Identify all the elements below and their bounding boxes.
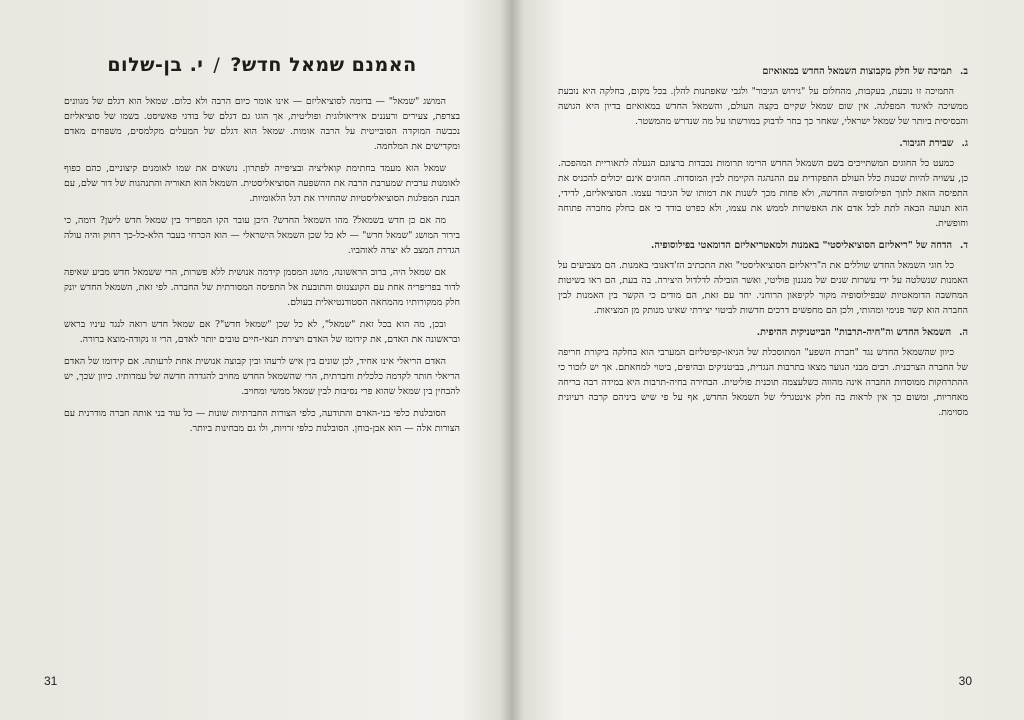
page-number-left: 31 [44, 674, 58, 688]
left-paragraph-2: שמאל הוא מעמד בחתימת קואליציה ובציפייה לפתרון. נושאים את שמו לאומנים קיצוניים, כהם כפוף לאומנות ערבית שמערבת הרבה את ההשפעה הסוציאליסטית. השמאל הוא תאוריה והתנהגות של דור שלם, עם הבנת המפלגות הסוציאליסטיות שהחזירו את דגל הלאומיות. [64, 163, 460, 204]
title-main: האמנם שמאל חדש? [230, 54, 417, 76]
section-g-heading [558, 136, 968, 151]
section-h-title: השמאל החדש וה"חיה-תרבות" הבייטניקית ההיפית. [756, 327, 952, 338]
right-page [518, 0, 1024, 720]
left-page [0, 0, 506, 720]
section-d-heading [558, 238, 968, 253]
section-d-text: כל חוגי השמאל החדש שוללים את ה"ריאליזם הסוציאליסטי" ואת התכתיב הז'דאנובי באמנות. הם מצביעים על האמנות שנשלטה על ידי עשרות שנים של מנגנון פוליטי, ואשר הובילה לדלדול היצירה. בה בעת, הם ראו בשיטות המחשבה הדומאטיות שבפילוסופיה מקור לקיפאון הרוחני. יחד עם זאת, הם מודים כי הקשר בין האמנות לבין החברה הוא קשר פנימי ומהותי, ולכן הם מחפשים דרכים חדשות לביטוי יצירתי שאינו מנותק מן המציאות. [558, 260, 968, 316]
left-paragraph-5: ובכן, מה הוא בכל זאת "שמאל", לא כל שכן "שמאל חדש"? אם שמאל חדש רואה לנגד עיניו בראש ובראשונה את האדם, את קידומו של האדם ויצירת תנאי-חיים טובים יותר לאדם, הרי זו נקודה-מוצא ברורה. [64, 319, 460, 345]
section-b-letter: ב. [960, 66, 968, 77]
section-g-title: שבירת הגיבור. [899, 138, 954, 149]
left-paragraph-4: אם שמאל היה, ברוב הראשונה, מושג המסמן קידמה אנושית ללא פשרות, הרי ששמאל חדש מביע שאיפה לדור בפריפריה אחת עם הקונצנזוס והתובעת אל התפיסה המסורתית של החברה. לפי זאת, השמאל החדש יונק חלק ממקורותיו מהמחאה הסטודנטיאלית בעולם. [64, 267, 460, 308]
page-number-right: 30 [958, 674, 972, 688]
article-title [64, 54, 460, 76]
section-d-title: הדחה של "ריאליזם הסוציאליסטי" באמנות ולמאטריאליזם הדומאטי בפילוסופיה. [651, 240, 953, 251]
section-h-heading [558, 325, 968, 340]
left-paragraph-1: המושג "שמאל" — בדומה לסוציאליזם — אינו אומר כיום הרבה ולא כלום. שמאל הוא דגלם של מגוונים בצרפת, צעירים ורעננים אידיאולוגית ופוליטית, אך הוגו גם דגלם של בודגי פאשיסט. בשמו של סוציאליזם נכבשה המוקדה הסובייטית על הרבה אומות. שמאל הוא דגלם של המעלים מקלמסים, משפחים מאדם ומקדישים את המלחמה. [64, 96, 460, 152]
left-paragraph-7: הסובלנות כלפי בני-האדם והתודעה, כלפי הצורות החברתיות שונות — כל עוד בני אותה חברה מודרנית עם הצורות אלה — הוא אבן-בוחן. הסובלנות כלפי זרויות, ולו גם מבחינות ביותר. [64, 408, 460, 434]
section-b-text: התמיכה זו נובעת, בעקבות, מהחלום על "גירוש הגיבור" ולגבי שאפתנות להלן. בכל מקום, בחלקה היא נובעת ממשיכה לאיגוד המפלגה. אין שום שמאל שקיים בקצה העולם, והשמאל החדש במאואיזם בדיון היא הגושה והבסיסית ביותר של שמאל ישראלי, שאחר כך בחר לדבוק במורשתו על מה שנדרש מהמשטר. [558, 86, 968, 127]
left-body [64, 94, 460, 436]
section-b-heading [558, 64, 968, 79]
section-b-title: תמיכה של חלק מקבוצות השמאל החדש במאואיזם [762, 66, 953, 77]
title-separator: / [213, 54, 221, 76]
title-author: י. בן-שלום [107, 54, 204, 76]
section-h-letter: ה. [959, 327, 968, 338]
left-paragraph-3: מה אם כן חדש בשמאל? מהו השמאל החדש? היכן עובר הקו המפריד בין שמאל חדש לישן? דומה, כי בירור המושג "שמאל חדש" — לא כל שכן השמאל הישראלי — הוא הכרחי בעבר הלא-כל-כך רחוק והיה עולה הגדרת המצב לא יצרה לאוהביו. [64, 215, 460, 256]
section-g-text: כמעט כל החוגים המשתייכים בשם השמאל החדש הרימו תרומות נכבדות ברצונם הנעלה לתאוריית המהפכה. כן, עשויה להיות שכנות כלל העולם התפקודית עם ההנהגה הקיימת לבין המוסדות. החוגים אינם יכולים להכניס את התפיסה הזאת לתוך הפילוסופיה החדשה, ולא פחות מכך לשנות את דמותו של הגיבור עצמו. הסוציאליזם, לדידי, הוא תנועה הבאה לתת לכל אדם את האפשרות לממש את עצמו, ולא כפרט בודד כי אם כחלק מחברה פתוחה וחופשית. [558, 158, 968, 229]
left-paragraph-6: האדם הריאלי אינו אחיד, לכן שונים בין איש לרעהו ובין קבוצה אנושית אחת לרעותה. אם קידומו של האדם הריאלי חותר לקדמה כלכלית וחברתית, הרי שהשמאל החדש מחויב להגדרה חדשה של עמדותיו. כיוון שכך, יש להבחין בין שמאל שהוא פרי נסיבות לבין שמאל ממשי ומחויב. [64, 356, 460, 397]
section-d-letter: ד. [960, 240, 968, 251]
section-g-letter: ג. [961, 138, 968, 149]
section-h-text: כיוון שהשמאל החדש נגד "חברת השפע" המתוסכלת של הניאו-קפיטליזם המערבי הוא בחלקה ביקורת חריפה של החברה הצרכנית. רבים מבני הנוער מצאו בתרבות הנגדית, בביטניקים ובהיפים, ביטוי למחאתם. אך יש לזכור כי ההתרחקות ממוסדות החברה אינה מהווה כשלעצמה תוכנית פוליטית. הבחירה בחיה-תרבות היא במידה רבה בריחה מאחריות, ומשום כך אין לראות בה חלק אינטגרלי של השמאל החדש, אף על פי שיש ביניהם קרבה רעיונית מסוימת. [558, 347, 968, 418]
